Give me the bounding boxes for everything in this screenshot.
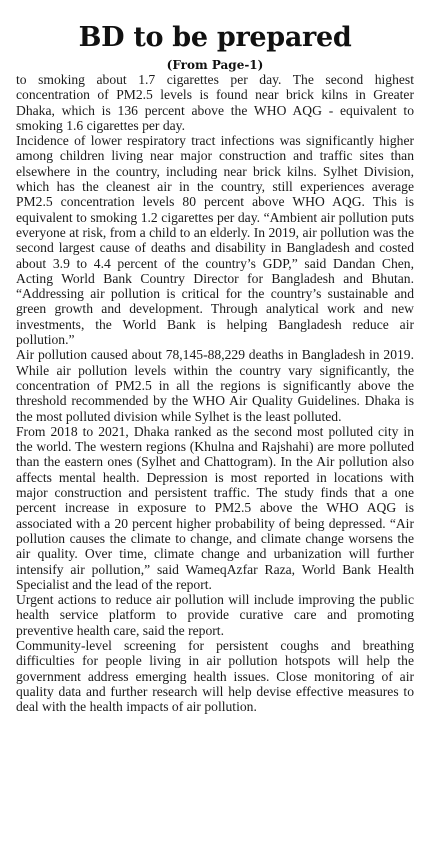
paragraph: Incidence of lower respiratory tract infections was significantly higher among children living near major construction and traffic sites than elsewhere in the country, including near brick kilns. Sylhet Division, which has the cleanest air in the country, still experiences average PM2.5 concentration levels 80 percent above WHO AQG. This is equivalent to smoking 1.2 cigarettes per day. “Ambient air pollution puts everyone at risk, from a child to an elderly. In 2019, air pollution was the second largest cause of deaths and disability in Bangladesh and costed about 3.9 to 4.4 percent of the country’s GDP,” said Dandan Chen, Acting World Bank Country Director for Bangladesh and Bhutan. “Addressing air pollution is critical for the country’s sustainable and green growth and development. Through analytical work and new investments, the World Bank is helping Bangladesh reduce air pollution.” <box>16 133 414 348</box>
paragraph: Air pollution caused about 78,145-88,229 deaths in Bangladesh in 2019. While air pollution levels within the country vary significantly, the concentration of PM2.5 in all the regions is significantly above the threshold recommended by the WHO Air Quality Guidelines. Dhaka is the most polluted division while Sylhet is the least polluted. <box>16 347 414 424</box>
continued-from-label: (From Page-1) <box>166 58 264 72</box>
paragraph: to smoking about 1.7 cigarettes per day. The second highest concentration of PM2.5 levels is found near brick kilns in Greater Dhaka, which is 136 percent above the WHO AQG - equivalent to smoking 1.6 cigarettes per day. <box>16 72 414 133</box>
article-body <box>16 72 414 714</box>
paragraph: From 2018 to 2021, Dhaka ranked as the second most polluted city in the world. The western regions (Khulna and Rajshahi) are more polluted than the eastern ones (Sylhet and Chattogram). In the Air pollution also affects mental health. Depression is most reported in locations with major construction and persistent traffic. The study finds that a one percent increase in exposure to PM2.5 above the WHO AQG is associated with a 20 percent higher probability of being depressed. “Air pollution causes the climate to change, and climate change worsens the air quality. Over time, climate change and urbanization will further intensify air pollution,” said WameqAzfar Raza, World Bank Health Specialist and the lead of the report. <box>16 423 414 592</box>
headline: BD to be prepared <box>78 22 352 53</box>
paragraph: Urgent actions to reduce air pollution will include improving the public health service platform to provide curative care and promoting preventive health care, said the report. <box>16 592 414 638</box>
paragraph: Community-level screening for persistent coughs and breathing difficulties for people living in air pollution hotspots will help the government address emerging health issues. Close monitoring of air quality data and further research will help devise effective measures to deal with the health impacts of air pollution. <box>16 637 414 715</box>
